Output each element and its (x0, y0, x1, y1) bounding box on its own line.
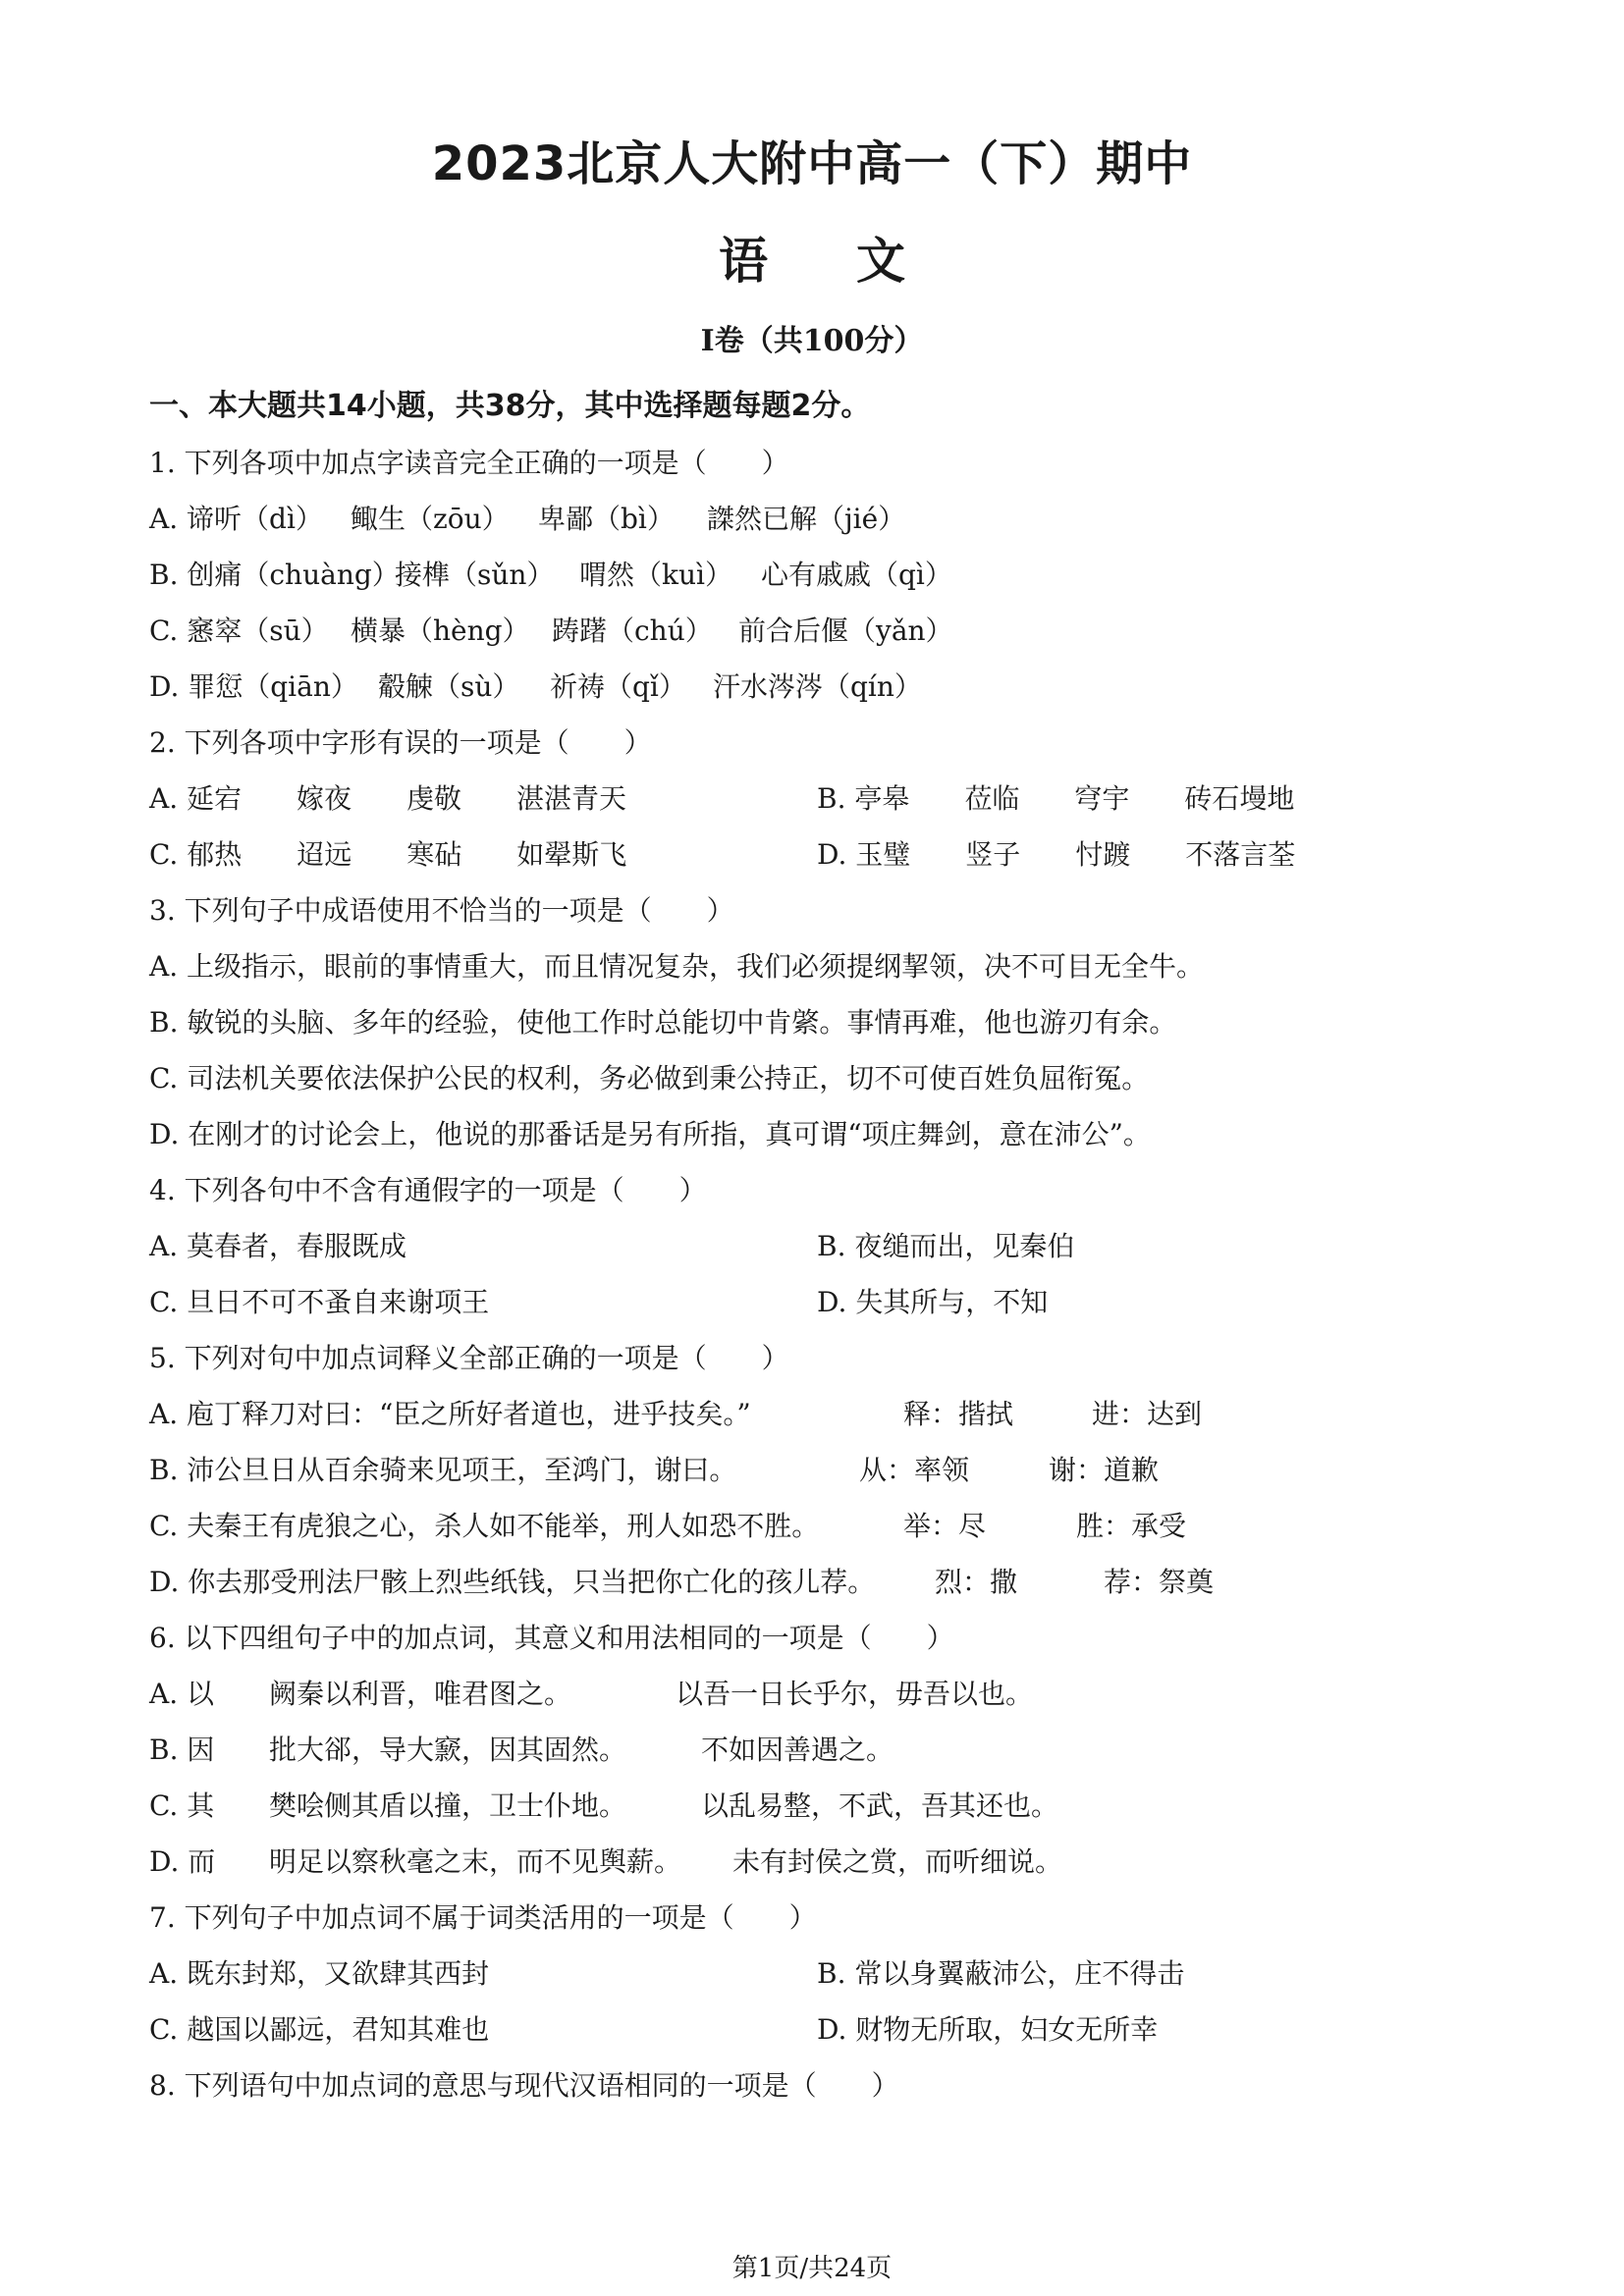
question-7-option-a: A. 既东封郑，又欲肆其西封 (149, 1957, 490, 1990)
option-d-item-1: D. 罪愆（qiān） (149, 670, 358, 703)
option-d-item-4: 汗水涔涔（qín） (713, 670, 922, 703)
question-4-option-d: D. 失其所与，不知 (817, 1286, 1049, 1318)
question-2-option-b: B. 亭皋 莅临 穹宇 砖石墁地 (817, 782, 1295, 815)
option-a-item-2: 鲰生（zōu） (351, 503, 510, 535)
option-d-sentence: D. 你去那受刑法尸骸上烈些纸钱，只当把你亡化的孩儿荐。 (149, 1566, 876, 1598)
option-c-gloss-1: 举：尽 (903, 1510, 987, 1542)
question-2-option-c: C. 郁热 迢远 寒砧 如翚斯飞 (149, 838, 627, 871)
question-3-stem: 3. 下列句子中成语使用不恰当的一项是（ ） (149, 894, 734, 927)
option-d-word: D. 而 (149, 1845, 216, 1878)
question-8-stem: 8. 下列语句中加点词的意思与现代汉语相同的一项是（ ） (149, 2069, 899, 2102)
question-4-option-b: B. 夜缒而出，见秦伯 (817, 1230, 1075, 1262)
option-c-sentence-1: 樊哙侧其盾以撞，卫士仆地。 (269, 1789, 627, 1822)
option-a-sentence-1: 阙秦以利晋，唯君图之。 (269, 1678, 572, 1710)
option-c-item-3: 踌躇（chú） (552, 614, 713, 647)
option-c-sentence: C. 夫秦王有虎狼之心，杀人如不能举，刑人如恐不胜。 (149, 1510, 820, 1542)
question-2-stem: 2. 下列各项中字形有误的一项是（ ） (149, 726, 652, 759)
exam-title: 2023北京人大附中高一（下）期中 (431, 136, 1193, 191)
option-c-item-4: 前合后偃（yǎn） (738, 614, 953, 647)
question-5-stem: 5. 下列对句中加点词释义全部正确的一项是（ ） (149, 1342, 789, 1374)
option-b-gloss-1: 从：率领 (859, 1454, 970, 1486)
question-4-option-c: C. 旦日不可不蚤自来谢项王 (149, 1286, 490, 1318)
page-number: 第1页/共24页 (731, 2254, 893, 2283)
option-a-item-1: A. 谛听（dì） (149, 503, 323, 535)
option-c-item-1: C. 窸窣（sū） (149, 614, 329, 647)
question-2-option-d: D. 玉璧 竖子 忖踱 不落言荃 (817, 838, 1296, 871)
question-7-option-d: D. 财物无所取，妇女无所幸 (817, 2013, 1159, 2046)
option-b-item-3: 喟然（kuì） (579, 559, 732, 591)
question-3-option-d: D. 在刚才的讨论会上，他说的那番话是另有所指，真可谓“项庄舞剑，意在沛公”。 (149, 1118, 1151, 1150)
option-a-gloss-2: 进：达到 (1092, 1398, 1203, 1430)
option-a-item-4: 謋然已解（jié） (707, 503, 906, 535)
option-b-sentence-2: 不如因善遇之。 (701, 1734, 894, 1766)
question-7-stem: 7. 下列句子中加点词不属于词类活用的一项是（ ） (149, 1901, 817, 1934)
option-c-sentence-2: 以乱易整，不武，吾其还也。 (701, 1789, 1059, 1822)
option-b-item-2: 接榫（sǔn） (395, 559, 555, 591)
section-heading: 一、本大题共14小题，共38分，其中选择题每题2分。 (149, 389, 871, 423)
option-b-item-1: B. 创痛（chuàng） (149, 559, 400, 591)
question-4-stem: 4. 下列各句中不含有通假字的一项是（ ） (149, 1174, 707, 1206)
option-d-item-2: 觳觫（sù） (378, 670, 520, 703)
option-c-gloss-2: 胜：承受 (1076, 1510, 1187, 1542)
option-c-item-2: 横暴（hèng） (351, 614, 530, 647)
volume-heading: I卷（共100分） (700, 324, 924, 358)
question-3-option-a: A. 上级指示，眼前的事情重大，而且情况复杂，我们必须提纲挈领，决不可目无全牛。 (149, 950, 1205, 983)
option-a-gloss-1: 释：揩拭 (903, 1398, 1014, 1430)
question-1-stem: 1. 下列各项中加点字读音完全正确的一项是（ ） (149, 447, 789, 479)
option-d-sentence-1: 明足以察秋毫之末，而不见舆薪。 (269, 1845, 682, 1878)
option-d-gloss-1: 烈：撒 (935, 1566, 1018, 1598)
option-d-sentence-2: 未有封侯之赏，而听细说。 (732, 1845, 1063, 1878)
option-a-word: A. 以 (149, 1678, 215, 1710)
option-a-sentence: A. 庖丁释刀对曰：“臣之所好者道也，进乎技矣。” (149, 1398, 751, 1430)
option-b-sentence: B. 沛公旦日从百余骑来见项王，至鸿门，谢曰。 (149, 1454, 737, 1486)
question-3-option-b: B. 敏锐的头脑、多年的经验，使他工作时总能切中肯綮。事情再难，他也游刃有余。 (149, 1006, 1177, 1039)
option-c-word: C. 其 (149, 1789, 215, 1822)
option-b-sentence-1: 批大郤，导大窾，因其固然。 (269, 1734, 627, 1766)
question-7-option-c: C. 越国以鄙远，君知其难也 (149, 2013, 490, 2046)
subject-title: 语文 (719, 233, 994, 290)
question-7-option-b: B. 常以身翼蔽沛公，庄不得击 (817, 1957, 1185, 1990)
option-a-item-3: 卑鄙（bì） (538, 503, 675, 535)
option-d-gloss-2: 荐：祭奠 (1104, 1566, 1215, 1598)
option-b-item-4: 心有戚戚（qì） (761, 559, 952, 591)
option-a-sentence-2: 以吾一日长乎尔，毋吾以也。 (676, 1678, 1034, 1710)
question-2-option-a: A. 延宕 嫁夜 虔敬 湛湛青天 (149, 782, 627, 815)
question-3-option-c: C. 司法机关要依法保护公民的权利，务必做到秉公持正，切不可使百姓负屈衔冤。 (149, 1062, 1150, 1095)
option-d-item-3: 祈祷（qǐ） (550, 670, 686, 703)
option-b-word: B. 因 (149, 1734, 215, 1766)
option-b-gloss-2: 谢：道歉 (1049, 1454, 1160, 1486)
question-4-option-a: A. 莫春者，春服既成 (149, 1230, 407, 1262)
question-6-stem: 6. 以下四组句子中的加点词，其意义和用法相同的一项是（ ） (149, 1622, 954, 1654)
